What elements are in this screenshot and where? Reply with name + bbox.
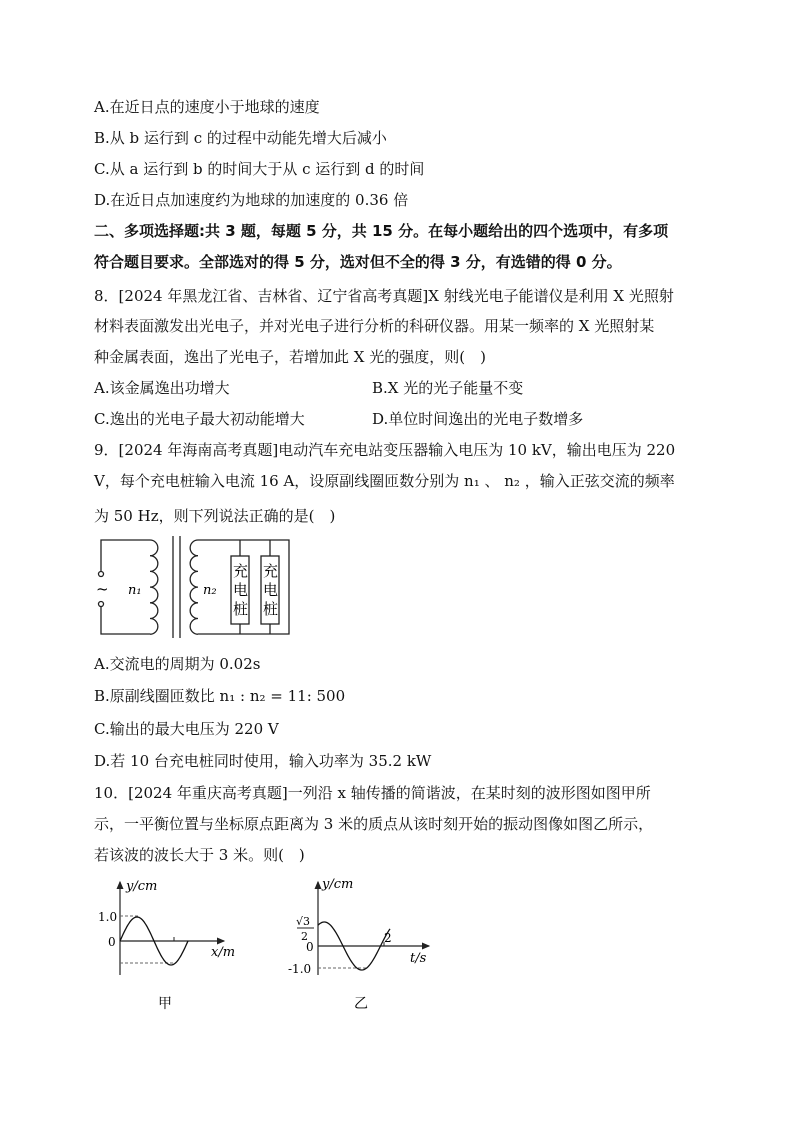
ytick-label-0: 0: [108, 935, 116, 949]
pile1-char3: 桩: [233, 600, 249, 618]
section2-heading-line2: 符合题目要求。全部选对的得 5 分，选对但不全的得 3 分，有选错的得 0 分。: [94, 253, 622, 271]
n1-label: n₁: [128, 583, 142, 598]
q9-stem-line1: 9．[2024 年海南高考真题]电动汽车充电站变压器输入电压为 10 kV，输出电压为 220: [94, 441, 676, 459]
vibration-graph-yi: [284, 870, 444, 1015]
pile2-char2: 电: [263, 581, 279, 599]
ac-terminal-top: [99, 572, 104, 577]
ytick-denominator: 2: [301, 930, 308, 943]
pile2-char1: 充: [263, 562, 279, 580]
ytick-label-0: 0: [306, 940, 314, 954]
ytick-label-1: 1.0: [98, 910, 118, 924]
ac-terminal-bottom: [99, 602, 104, 607]
q9-option-c: C.输出的最大电压为 220 V: [94, 720, 279, 738]
y-label: y/cm: [322, 877, 354, 892]
transformer-circuit-figure: [92, 532, 302, 642]
q8-stem-line1: 8．[2024 年黑龙江省、吉林省、辽宁省高考真题]X 射线光电子能谱仪是利用 X 光照射: [94, 287, 674, 305]
q8-options-row1: [94, 378, 524, 398]
q8-stem-line2: 材料表面激发出光电子，并对光电子进行分析的科研仪器。用某一频率的 X 光照射某: [94, 317, 655, 335]
q9-option-a: A.交流电的周期为 0.02s: [94, 655, 261, 673]
caption: 甲: [158, 996, 172, 1012]
q9-option-d: D.若 10 台充电桩同时使用，输入功率为 35.2 kW: [94, 752, 432, 770]
q8-option-a: A.该金属逸出功增大: [94, 379, 230, 397]
pile1-char2: 电: [233, 581, 249, 599]
q9-stem-line3: 为 50 Hz，则下列说法正确的是( ): [94, 507, 336, 525]
q9-option-b: B.原副线圈匝数比 n₁ : n₂ = 11: 500: [94, 687, 346, 705]
ac-symbol: ~: [96, 580, 109, 598]
q7-option-d: D.在近日点加速度约为地球的加速度的 0.36 倍: [94, 191, 409, 209]
q7-option-c: C.从 a 运行到 b 的时间大于从 c 运行到 d 的时间: [94, 160, 425, 178]
q10-stem-line2: 示，一平衡位置与坐标原点距离为 3 米的质点从该时刻开始的振动图像如图乙所示，: [94, 815, 654, 833]
xtick-label-2: 2: [384, 931, 392, 945]
x-label: x/m: [211, 945, 236, 960]
pile1-char1: 充: [233, 562, 249, 580]
x-label: t/s: [410, 951, 427, 966]
wave-graph-jia: [94, 870, 254, 1015]
q8-option-d: D.单位时间逸出的光电子数增多: [372, 410, 584, 428]
q8-options-row2: [94, 409, 584, 429]
q7-option-a: A.在近日点的速度小于地球的速度: [94, 98, 320, 116]
q8-option-b: B.X 光的光子能量不变: [372, 379, 524, 397]
ytick-label-neg1: -1.0: [288, 962, 312, 976]
q8-stem-line3: 种金属表面，逸出了光电子，若增加此 X 光的强度，则( ): [94, 348, 486, 366]
y-label: y/cm: [126, 879, 158, 894]
q10-stem-line3: 若该波的波长大于 3 米。则( ): [94, 846, 305, 864]
q10-stem-line1: 10．[2024 年重庆高考真题]一列沿 x 轴传播的简谐波，在某时刻的波形图如图甲所: [94, 784, 651, 802]
q7-option-b: B.从 b 运行到 c 的过程中动能先增大后减小: [94, 129, 387, 147]
section2-heading-line1: 二、多项选择题:共 3 题，每题 5 分，共 15 分。在每小题给出的四个选项中，有多项: [94, 222, 669, 240]
pile2-char3: 桩: [263, 600, 279, 618]
q8-option-c: C.逸出的光电子最大初动能增大: [94, 410, 305, 428]
primary-coil: [150, 540, 158, 634]
caption: 乙: [354, 996, 368, 1012]
secondary-coil: [190, 540, 198, 634]
n2-label: n₂: [203, 583, 217, 598]
q9-stem-line2: V，每个充电桩输入电流 16 A，设原副线圈匝数分别为 n₁ 、 n₂ ，输入正弦交流的频率: [94, 472, 675, 490]
ytick-sqrt3: √3: [296, 915, 311, 928]
